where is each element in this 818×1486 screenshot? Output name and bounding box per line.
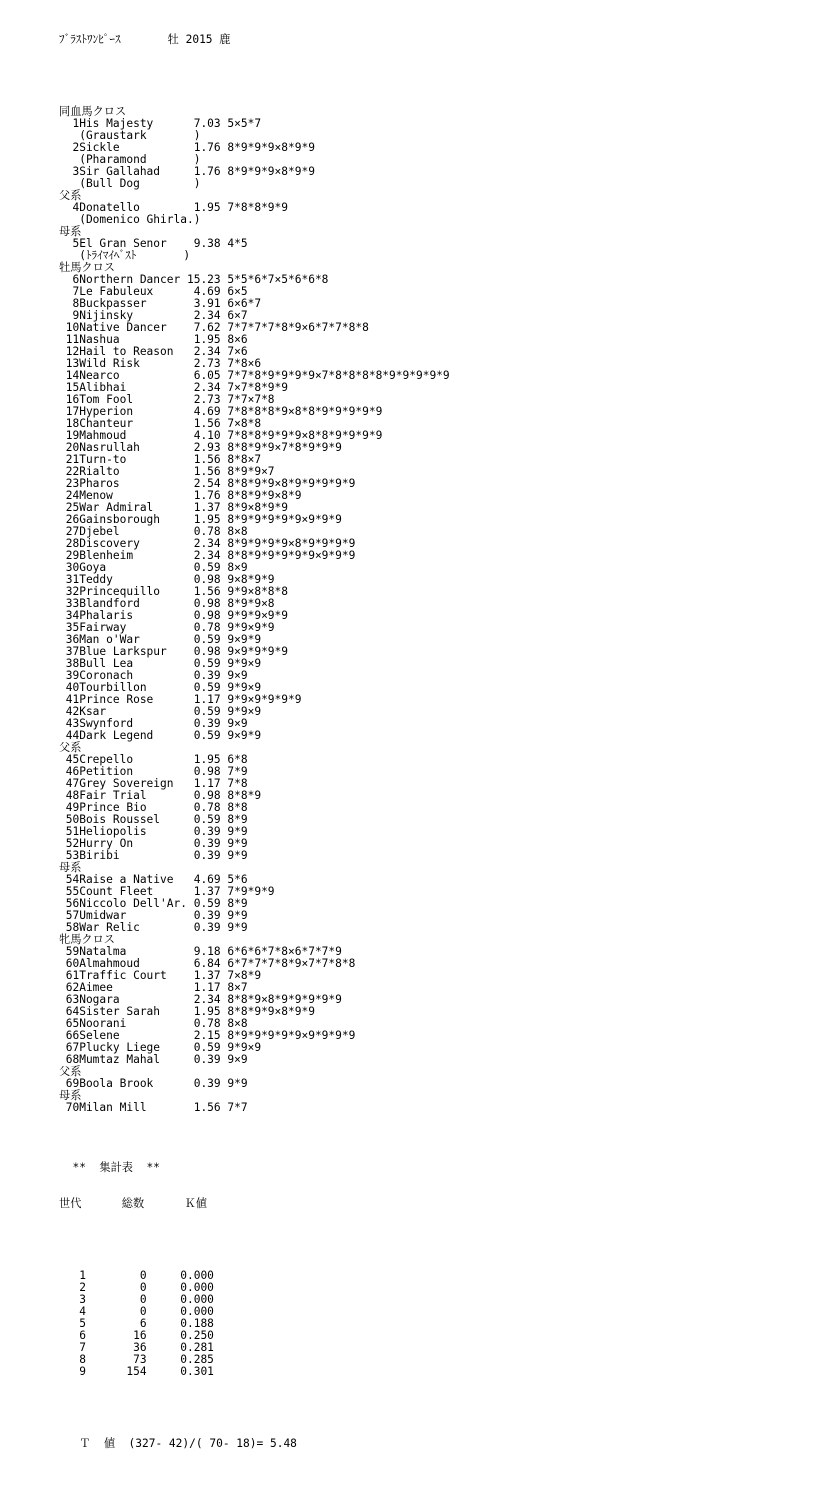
cross-entry-line: 7Le Fabuleux 4.69 6×5 — [59, 285, 248, 298]
cross-entry-line: (Pharamond ) — [59, 153, 201, 166]
cross-entry-line: 9Nijinsky 2.34 6×7 — [59, 309, 248, 322]
cross-entry-line: 67Plucky Liege 0.59 9*9×9 — [59, 1041, 262, 1054]
cross-entry-line: 33Blandford 0.98 8*9*9×8 — [59, 597, 275, 610]
cross-entry-line: 36Man o'War 0.59 9×9*9 — [59, 633, 262, 646]
cross-entry-line: 25War Admiral 1.37 8*9×8*9*9 — [59, 501, 289, 514]
cross-entry-line: 4Donatello 1.95 7*8*8*9*9 — [59, 201, 289, 214]
cross-entry-line: 44Dark Legend 0.59 9×9*9 — [59, 729, 262, 742]
blank-line — [59, 1402, 450, 1414]
cross-entry-line: (Graustark ) — [59, 129, 201, 142]
summary-row: 8 73 0.285 — [59, 1353, 214, 1366]
cross-entry-line: (Domenico Ghirla.) — [59, 213, 201, 226]
cross-entry-line: 31Teddy 0.98 9×8*9*9 — [59, 573, 275, 586]
summary-row: 3 0 0.000 — [59, 1293, 214, 1306]
cross-entry-line: 40Tourbillon 0.59 9*9×9 — [59, 681, 262, 694]
cross-entry-line: (Bull Dog ) — [59, 177, 201, 190]
cross-entry-line: 59Natalma 9.18 6*6*6*7*8×6*7*7*9 — [59, 945, 342, 958]
summary-row: 7 36 0.281 — [59, 1341, 214, 1354]
pedigree-cross-report — [59, 10, 450, 1486]
cross-entry-line: 20Nasrullah 2.93 8*8*9*9×7*8*9*9*9 — [59, 441, 342, 454]
cross-entry-line: 6Northern Dancer 15.23 5*5*6*7×5*6*6*8 — [59, 273, 329, 286]
cross-entry-line: 53Biribi 0.39 9*9 — [59, 849, 248, 862]
section-label: 牡馬クロス — [59, 261, 115, 274]
cross-entry-line: 24Menow 1.76 8*8*9*9×8*9 — [59, 489, 302, 502]
summary-row: 1 0 0.000 — [59, 1269, 214, 1282]
cross-entry-line: 27Djebel 0.78 8×8 — [59, 525, 248, 538]
summary-rows — [59, 1270, 450, 1378]
cross-entry-line: 55Count Fleet 1.37 7*9*9*9 — [59, 885, 275, 898]
cross-entry-line: 58War Relic 0.39 9*9 — [59, 921, 248, 934]
section-label: 父系 — [59, 741, 82, 754]
cross-entry-line: 41Prince Rose 1.17 9*9×9*9*9*9 — [59, 693, 302, 706]
cross-entry-line: 56Niccolo Dell'Ar. 0.59 8*9 — [59, 897, 248, 910]
section-label: 父系 — [59, 1065, 82, 1078]
summary-row: 6 16 0.250 — [59, 1329, 214, 1342]
cross-entry-line: 10Native Dancer 7.62 7*7*7*7*8*9×6*7*7*8*8 — [59, 321, 369, 334]
cross-entry-line: 37Blue Larkspur 0.98 9×9*9*9*9 — [59, 645, 289, 658]
cross-entry-line: 60Almahmoud 6.84 6*7*7*7*8*9×7*7*8*8 — [59, 957, 356, 970]
cross-entry-line: 57Umidwar 0.39 9*9 — [59, 909, 248, 922]
cross-sections — [59, 106, 450, 1114]
cross-entry-line: 39Coronach 0.39 9×9 — [59, 669, 248, 682]
cross-entry-line: 26Gainsborough 1.95 8*9*9*9*9*9×9*9*9 — [59, 513, 342, 526]
cross-entry-line: 38Bull Lea 0.59 9*9×9 — [59, 657, 262, 670]
cross-entry-line: 64Sister Sarah 1.95 8*8*9*9×8*9*9 — [59, 1005, 315, 1018]
summary-row: 9 154 0.301 — [59, 1365, 214, 1378]
cross-entry-line: 14Nearco 6.05 7*7*8*9*9*9*9×7*8*8*8*8*9*9*9*9*9 — [59, 369, 450, 382]
cross-entry-line: 68Mumtaz Mahal 0.39 9×9 — [59, 1053, 248, 1066]
cross-entry-line: 22Rialto 1.56 8*9*9×7 — [59, 465, 275, 478]
summary-title: ** 集計表 ** — [59, 1161, 160, 1174]
cross-entry-line: 50Bois Roussel 0.59 8*9 — [59, 813, 248, 826]
section-label: 父系 — [59, 189, 82, 202]
summary-table — [59, 1138, 450, 1474]
cross-entry-line: 61Traffic Court 1.37 7×8*9 — [59, 969, 262, 982]
cross-entry-line: 28Discovery 2.34 8*9*9*9*9×8*9*9*9*9 — [59, 537, 356, 550]
summary-row: 5 6 0.188 — [59, 1317, 214, 1330]
cross-entry-line: 45Crepello 1.95 6*8 — [59, 753, 248, 766]
cross-entry-line: 1His Majesty 7.03 5×5*7 — [59, 117, 262, 130]
cross-entry-line: 30Goya 0.59 8×9 — [59, 561, 248, 574]
cross-entry-line: 42Ksar 0.59 9*9×9 — [59, 705, 262, 718]
cross-entry-line: 35Fairway 0.78 9*9×9*9 — [59, 621, 275, 634]
cross-entry-line: 43Swynford 0.39 9×9 — [59, 717, 248, 730]
summary-header: 世代 総数 Ｋ値 — [59, 1197, 207, 1210]
cross-entry-line: 65Noorani 0.78 8×8 — [59, 1017, 248, 1030]
cross-entry-line: 11Nashua 1.95 8×6 — [59, 333, 248, 346]
section-label: 牝馬クロス — [59, 933, 115, 946]
cross-entry-line: 49Prince Bio 0.78 8*8 — [59, 801, 248, 814]
section-label: 母系 — [59, 1089, 82, 1102]
cross-entry-line: (ﾄﾗｲﾏｲﾍﾞｽﾄ ) — [59, 249, 191, 262]
cross-entry-line: 21Turn-to 1.56 8*8×7 — [59, 453, 262, 466]
cross-entry-line: 48Fair Trial 0.98 8*8*9 — [59, 789, 262, 802]
cross-entry-line: 3Sir Gallahad 1.76 8*9*9*9×8*9*9 — [59, 165, 315, 178]
section-label: 母系 — [59, 225, 82, 238]
cross-entry-line: 19Mahmoud 4.10 7*8*8*9*9*9×8*8*9*9*9*9 — [59, 429, 383, 442]
cross-entry-line: 8Buckpasser 3.91 6×6*7 — [59, 297, 262, 310]
cross-entry-line: 69Boola Brook 0.39 9*9 — [59, 1077, 248, 1090]
cross-entry-line: 17Hyperion 4.69 7*8*8*8*9×8*8*9*9*9*9*9 — [59, 405, 383, 418]
cross-entry-line: 15Alibhai 2.34 7×7*8*9*9 — [59, 381, 289, 394]
cross-entry-line: 23Pharos 2.54 8*8*9*9×8*9*9*9*9*9 — [59, 477, 356, 490]
cross-entry-line: 46Petition 0.98 7*9 — [59, 765, 248, 778]
cross-entry-line: 52Hurry On 0.39 9*9 — [59, 837, 248, 850]
cross-entry-line: 12Hail to Reason 2.34 7×6 — [59, 345, 248, 358]
cross-entry-line: 47Grey Sovereign 1.17 7*8 — [59, 777, 248, 790]
cross-entry-line: 66Selene 2.15 8*9*9*9*9*9×9*9*9*9 — [59, 1029, 356, 1042]
section-label: 母系 — [59, 861, 82, 874]
cross-entry-line: 2Sickle 1.76 8*9*9*9×8*9*9 — [59, 141, 315, 154]
summary-row: 4 0 0.000 — [59, 1305, 214, 1318]
cross-entry-line: 34Phalaris 0.98 9*9*9×9*9 — [59, 609, 289, 622]
summary-row: 2 0 0.000 — [59, 1281, 214, 1294]
cross-entry-line: 16Tom Fool 2.73 7*7×7*8 — [59, 393, 275, 406]
cross-entry-line: 51Heliopolis 0.39 9*9 — [59, 825, 248, 838]
t-value-line: Ｔ 値 (327- 42)/( 70- 18)= 5.48 — [59, 1437, 297, 1450]
cross-entry-line: 32Princequillo 1.56 9*9×8*8*8 — [59, 585, 289, 598]
cross-entry-line: 70Milan Mill 1.56 7*7 — [59, 1101, 248, 1114]
cross-entry-line: 18Chanteur 1.56 7×8*8 — [59, 417, 262, 430]
cross-entry-line: 63Nogara 2.34 8*8*9×8*9*9*9*9*9 — [59, 993, 342, 1006]
blank-line — [59, 1234, 450, 1246]
cross-entry-line: 62Aimee 1.17 8×7 — [59, 981, 248, 994]
section-label: 同血馬クロス — [59, 105, 127, 118]
blank-line — [59, 70, 450, 82]
cross-entry-line: 5El Gran Senor 9.38 4*5 — [59, 237, 248, 250]
cross-entry-line: 29Blenheim 2.34 8*8*9*9*9*9*9×9*9*9 — [59, 549, 356, 562]
cross-entry-line: 54Raise a Native 4.69 5*6 — [59, 873, 248, 886]
horse-header: ﾌﾞﾗｽﾄﾜﾝﾋﾟｰｽ 牡 2015 鹿 — [59, 33, 231, 46]
cross-entry-line: 13Wild Risk 2.73 7*8×6 — [59, 357, 262, 370]
